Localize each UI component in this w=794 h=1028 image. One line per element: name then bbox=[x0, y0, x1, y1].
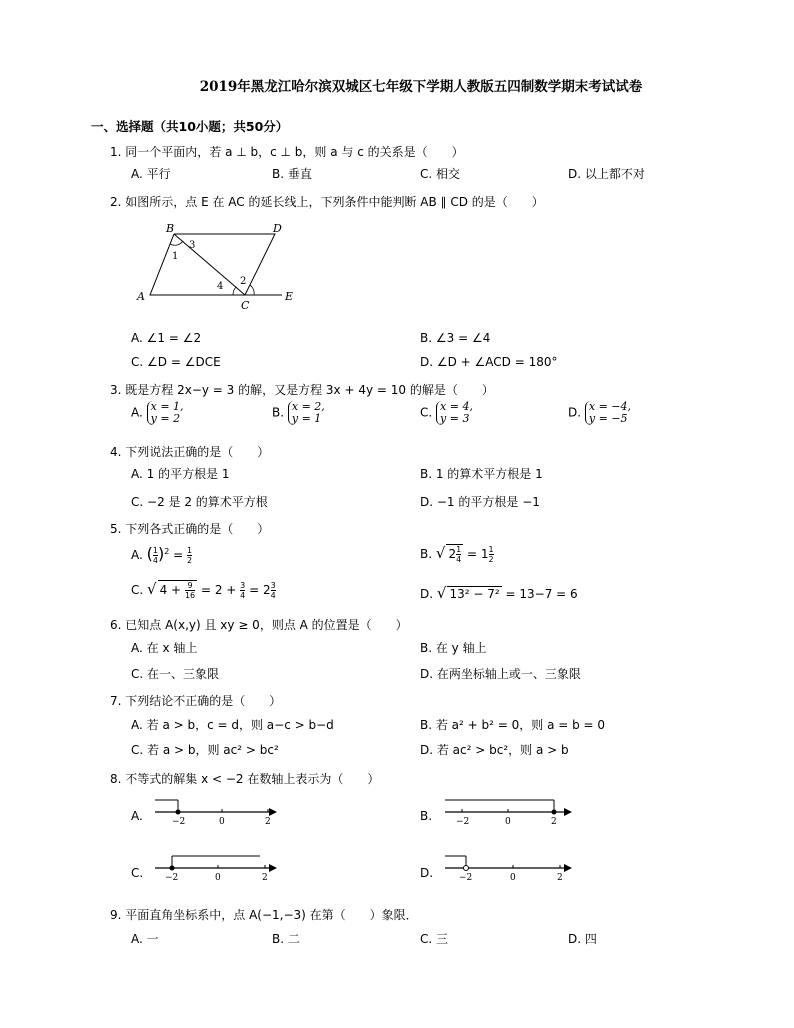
question-3-option-d[interactable] bbox=[568, 401, 631, 425]
question-8-option-b-label[interactable]: B. bbox=[420, 809, 433, 823]
question-9-stem: 9. 平面直角坐标系中，点 A(−1,−3) 在第（ ）象限． bbox=[110, 908, 418, 922]
svg-text:2: 2 bbox=[551, 817, 557, 827]
question-9-option-c[interactable]: C. 三 bbox=[420, 932, 449, 946]
question-5-option-b[interactable]: B. √ 2 $\frac{1}{4}$ = 1 $\frac{1}{2}$ bbox=[420, 544, 494, 564]
svg-text:0: 0 bbox=[215, 873, 221, 883]
question-9-option-a[interactable]: A. 一 bbox=[131, 932, 159, 946]
svg-text:2: 2 bbox=[262, 873, 268, 883]
question-4-option-a[interactable]: A. 1 的平方根是 1 bbox=[131, 467, 230, 481]
question-5-option-c[interactable]: C. √ 4 + $\frac{9}{16}$ = 2 + $\frac{3}{4}$ = 2 $\frac{3}{4}$ bbox=[131, 580, 276, 600]
svg-text:0: 0 bbox=[510, 873, 516, 883]
question-7-option-c[interactable]: C. 若 a > b，则 ac² > bc² bbox=[131, 743, 279, 757]
question-3-stem: 3. 既是方程 2x−y = 3 的解，又是方程 3x + 4y = 10 的解是（ ） bbox=[110, 383, 494, 397]
fraction: $\frac{1}{2}$ bbox=[488, 545, 494, 564]
svg-text:0: 0 bbox=[505, 817, 511, 827]
question-2-option-a[interactable]: A. ∠1 = ∠2 bbox=[131, 331, 202, 345]
question-5-option-d[interactable]: D. √ 13² − 7² = 13−7 = 6 bbox=[420, 584, 578, 602]
number-line-d bbox=[440, 852, 575, 884]
svg-text:0: 0 bbox=[219, 817, 225, 827]
option-label: C. bbox=[420, 405, 433, 420]
angle-label-3: 3 bbox=[189, 240, 196, 251]
question-8-option-a-label[interactable]: A. bbox=[131, 809, 143, 823]
option-label: B. bbox=[420, 547, 433, 561]
equation-system: x = 2, y = 1 bbox=[288, 401, 325, 425]
question-9-option-d[interactable]: D. 四 bbox=[568, 932, 597, 946]
label-b: B bbox=[166, 222, 175, 235]
option-label: B. bbox=[272, 405, 285, 420]
question-2-option-d[interactable]: D. ∠D + ∠ACD = 180° bbox=[420, 355, 558, 369]
radicand: 2 $\frac{1}{4}$ bbox=[448, 545, 462, 564]
option-label: C. bbox=[131, 583, 144, 597]
question-2-stem: 2. 如图所示，点 E 在 AC 的延长线上，下列条件中能判断 AB ∥ CD 的是（ ） bbox=[110, 195, 544, 209]
question-8-option-c-label[interactable]: C. bbox=[131, 866, 144, 880]
option-label: A. bbox=[131, 548, 143, 562]
question-1-option-c[interactable]: C. 相交 bbox=[420, 167, 461, 181]
question-2-option-b[interactable]: B. ∠3 = ∠4 bbox=[420, 331, 491, 345]
question-5-stem: 5. 下列各式正确的是（ ） bbox=[110, 522, 270, 536]
question-4-option-b[interactable]: B. 1 的算术平方根是 1 bbox=[420, 467, 543, 481]
question-9-option-b[interactable]: B. 二 bbox=[272, 932, 300, 946]
question-6-option-c[interactable]: C. 在一、三象限 bbox=[131, 667, 220, 681]
option-label: D. bbox=[420, 587, 434, 601]
question-7-stem: 7. 下列结论不正确的是（ ） bbox=[110, 694, 282, 708]
question-8-stem: 8. 不等式的解集 x < −2 在数轴上表示为（ ） bbox=[110, 772, 380, 786]
svg-text:−2: −2 bbox=[459, 873, 473, 883]
question-4-option-d[interactable]: D. −1 的平方根是 −1 bbox=[420, 495, 540, 509]
question-6-option-a[interactable]: A. 在 x 轴上 bbox=[131, 641, 198, 655]
label-d: D bbox=[273, 222, 282, 235]
question-2-option-c[interactable]: C. ∠D = ∠DCE bbox=[131, 355, 221, 369]
equation-system: x = 1, y = 2 bbox=[147, 401, 184, 425]
question-7-option-d[interactable]: D. 若 ac² > bc²，则 a > b bbox=[420, 743, 569, 757]
number-line-c bbox=[150, 852, 280, 884]
fraction: $\frac{3}{4}$ bbox=[270, 581, 276, 600]
question-5-option-a[interactable]: A. ( $\frac{1}{4}$ )$^2$ = $\frac{1}{2}$ bbox=[131, 544, 193, 565]
radicand: 13² − 7² bbox=[449, 587, 500, 601]
angle-label-2: 2 bbox=[240, 276, 247, 287]
section-heading: 一、选择题（共10小题；共50分） bbox=[91, 119, 289, 134]
svg-text:−2: −2 bbox=[172, 817, 186, 827]
label-e: E bbox=[285, 290, 294, 303]
question-3-option-b[interactable] bbox=[272, 401, 325, 425]
option-label: A. bbox=[131, 405, 143, 420]
question-3-option-a[interactable] bbox=[131, 401, 184, 425]
angle-label-4: 4 bbox=[217, 281, 224, 292]
parallelogram-figure bbox=[130, 222, 305, 312]
question-1-option-a[interactable]: A. 平行 bbox=[131, 167, 171, 181]
number-line-b bbox=[440, 796, 575, 828]
option-label: D. bbox=[568, 405, 582, 420]
page-title: 2019年黑龙江哈尔滨双城区七年级下学期人教版五四制数学期末考试试卷 bbox=[199, 79, 643, 95]
question-7-option-b[interactable]: B. 若 a² + b² = 0，则 a = b = 0 bbox=[420, 718, 606, 732]
question-4-option-c[interactable]: C. −2 是 2 的算术平方根 bbox=[131, 495, 268, 509]
question-7-option-a[interactable]: A. 若 a > b，c = d，则 a−c > b−d bbox=[131, 718, 334, 732]
angle-label-1: 1 bbox=[172, 251, 179, 262]
question-6-option-b[interactable]: B. 在 y 轴上 bbox=[420, 641, 487, 655]
question-6-option-d[interactable]: D. 在两坐标轴上或一、三象限 bbox=[420, 667, 581, 681]
fraction: $\frac{3}{4}$ bbox=[240, 581, 246, 600]
fraction: $\frac{1}{2}$ bbox=[187, 546, 193, 565]
label-c: C bbox=[241, 299, 250, 312]
equation-system: x = −4, y = −5 bbox=[585, 401, 631, 425]
question-6-stem: 6. 已知点 A(x,y) 且 xy ≥ 0，则点 A 的位置是（ ） bbox=[110, 618, 408, 632]
equation-system: x = 4, y = 3 bbox=[436, 401, 473, 425]
svg-text:−2: −2 bbox=[456, 817, 470, 827]
question-1-option-b[interactable]: B. 垂直 bbox=[272, 167, 312, 181]
svg-text:2: 2 bbox=[265, 817, 271, 827]
svg-text:2: 2 bbox=[557, 873, 563, 883]
label-a: A bbox=[137, 290, 145, 303]
question-1-option-d[interactable]: D. 以上都不对 bbox=[568, 167, 645, 181]
number-line-a bbox=[150, 796, 280, 828]
svg-text:−2: −2 bbox=[165, 873, 179, 883]
radicand: 4 + $\frac{9}{16}$ bbox=[159, 581, 196, 600]
question-1-stem: 1. 同一个平面内，若 a ⊥ b，c ⊥ b，则 a 与 c 的关系是（ ） bbox=[110, 145, 464, 159]
question-8-option-d-label[interactable]: D. bbox=[420, 866, 434, 880]
question-4-stem: 4. 下列说法正确的是（ ） bbox=[110, 445, 270, 459]
question-3-option-c[interactable] bbox=[420, 401, 473, 425]
fraction: $\frac{1}{4}$ bbox=[152, 546, 158, 565]
